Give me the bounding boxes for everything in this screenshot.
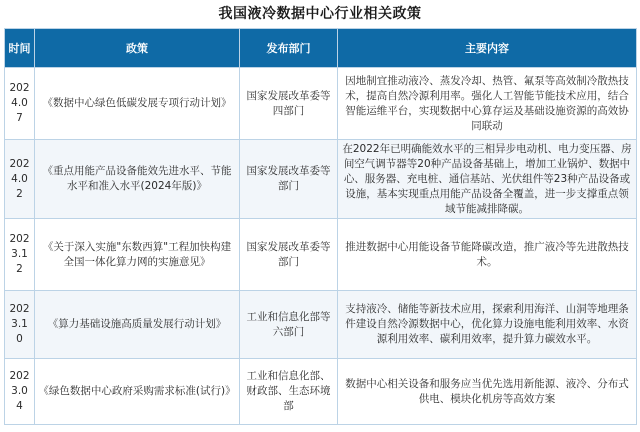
dept-cell: 国家发展改革委等部门	[240, 219, 338, 291]
policy-cell: 《数据中心绿色低碳发展专项行动计划》	[35, 68, 240, 140]
header-content: 主要内容	[338, 29, 637, 68]
time-part: 2	[16, 263, 23, 275]
policy-table	[4, 28, 637, 425]
dept-cell: 工业和信息化部等六部门	[240, 291, 338, 359]
policy-cell: 《关于深入实施"东数西算"工程加快构建全国一体化算力网的实施意见》	[35, 219, 240, 291]
table-row	[5, 140, 637, 219]
time-part: 202	[9, 370, 30, 382]
time-part: 202	[9, 233, 30, 245]
time-cell	[5, 68, 35, 140]
time-part: 4	[16, 400, 23, 412]
time-part: 4.0	[11, 172, 28, 185]
header-row	[5, 29, 637, 68]
header-policy: 政策	[35, 29, 240, 68]
time-part: 3.1	[11, 248, 28, 260]
header-time: 时间	[5, 29, 35, 68]
policy-cell: 《重点用能产品设备能效先进水平、节能水平和准入水平(2024年版)》	[35, 140, 240, 219]
dept-cell: 国家发展改革委等四部门	[240, 68, 338, 140]
time-cell	[5, 219, 35, 291]
policy-cell: 《绿色数据中心政府采购需求标准(试行)》	[35, 359, 240, 425]
content-cell: 因地制宜推动液冷、蒸发冷却、热管、氟泵等高效制冷散热技术，提高自然冷源利用率。强化人工智能节能技术应用，结合智能运维平台，实现数据中心算存运及基础设施资源的高效协同联动	[338, 68, 637, 140]
time-part: 202	[9, 82, 30, 94]
content-cell: 推进数据中心用能设备节能降碳改造，推广液冷等先进散热技术。	[338, 219, 637, 291]
time-part: 2	[16, 187, 23, 200]
table-row	[5, 359, 637, 425]
policy-cell: 《算力基础设施高质量发展行动计划》	[35, 291, 240, 359]
time-part: 202	[9, 157, 30, 170]
time-part: 0	[16, 333, 23, 345]
time-part: 4.0	[11, 97, 28, 109]
time-part: 7	[16, 112, 23, 124]
content-cell: 数据中心相关设备和服务应当优先选用新能源、液冷、分布式供电、模块化机房等高效方案	[338, 359, 637, 425]
content-cell: 支持液冷、储能等新技术应用，探索利用海洋、山洞等地理条件建设自然冷源数据中心，优化算力设施电能利用效率、水资源利用效率、碳利用效率，提升算力碳效水平。	[338, 291, 637, 359]
header-dept: 发布部门	[240, 29, 338, 68]
time-part: 3.0	[11, 385, 28, 397]
dept-cell: 国家发展改革委等部门	[240, 140, 338, 219]
time-cell	[5, 359, 35, 425]
dept-cell: 工业和信息化部、财政部、生态环境部	[240, 359, 338, 425]
table-row	[5, 68, 637, 140]
table-row	[5, 219, 637, 291]
time-cell	[5, 291, 35, 359]
table-row	[5, 291, 637, 359]
page-title: 我国液冷数据中心行业相关政策	[218, 6, 422, 22]
content-cell: 在2022年已明确能效水平的三相异步电动机、电力变压器、房间空气调节器等20种产品设备基础上，增加工业锅炉、数据中心、服务器、充电桩、通信基站、光伏组件等23种产品设备或设施，基本实现重点用能产品设备全覆盖，进一步支撑重点领域节能减排降碳。	[338, 140, 637, 219]
time-part: 202	[9, 303, 30, 315]
time-cell	[5, 140, 35, 219]
time-part: 3.1	[11, 318, 28, 330]
